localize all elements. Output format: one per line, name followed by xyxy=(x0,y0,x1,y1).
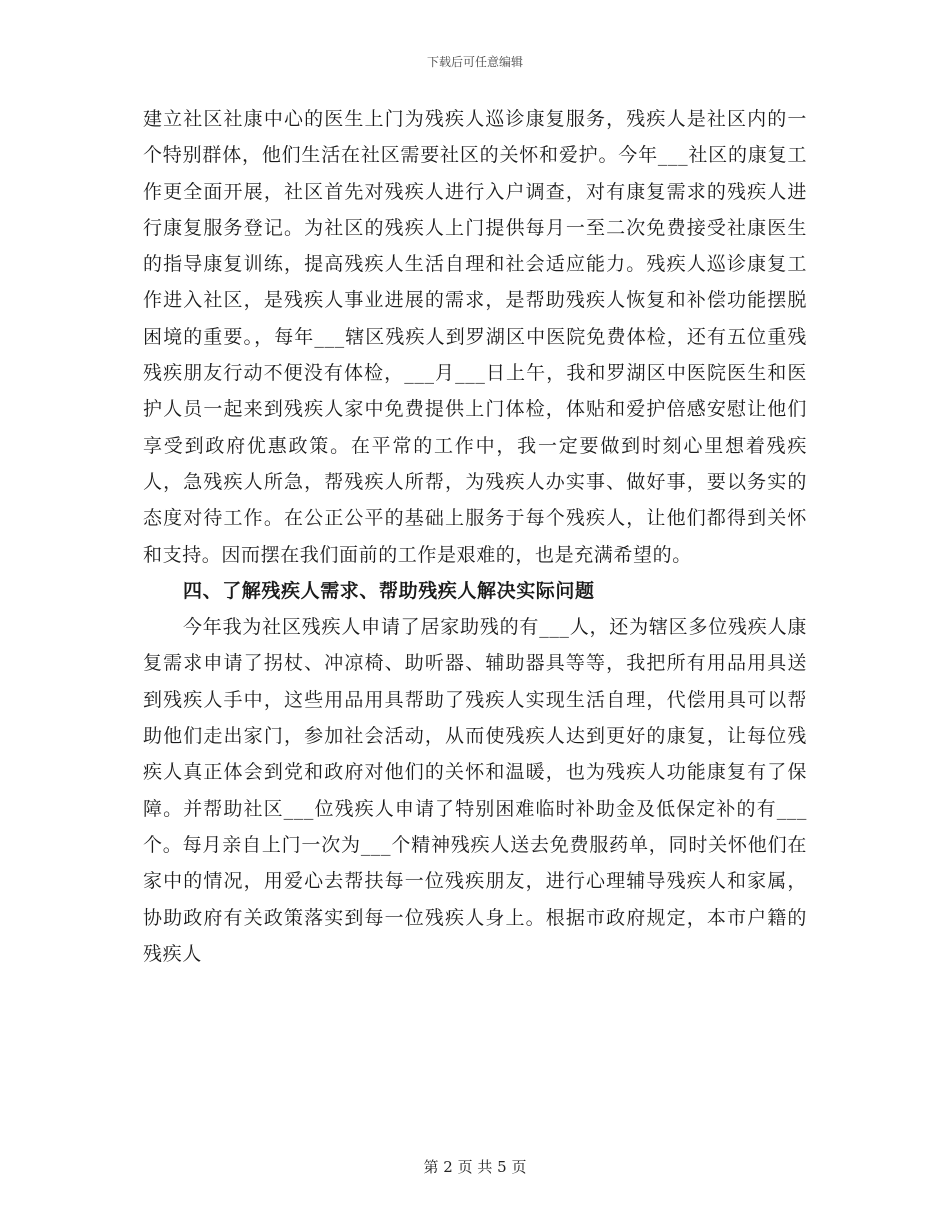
body-paragraph-2: 今年我为社区残疾人申请了居家助残的有___人，还为辖区多位残疾人康复需求申请了拐杖、冲凉椅、助听器、辅助器具等等，我把所有用品用具送到残疾人手中，这些用品用具帮助了残疾人实现生活自理，代偿用具可以帮助他们走出家门，参加社会活动，从而使残疾人达到更好的康复，让每位残疾人真正体会到党和政府对他们的关怀和温暖，也为残疾人功能康复有了保障。并帮助社区___位残疾人申请了特别困难临时补助金及低保定补的有___个。每月亲自上门一次为___个精神残疾人送去免费服药单，同时关怀他们在家中的情况，用爱心去帮扶每一位残疾朋友，进行心理辅导残疾人和家属，协助政府有关政策落实到每一位残疾人身上。根据市政府规定，本市户籍的残疾人 xyxy=(143,616,807,965)
page-header: 下载后可任意编辑 xyxy=(426,55,523,69)
section-heading-4: 四、了解残疾人需求、帮助残疾人解决实际问题 xyxy=(183,579,595,602)
page-number-footer: 第 2 页 共 5 页 xyxy=(423,1158,527,1176)
document-body xyxy=(143,101,807,972)
body-paragraph-1: 建立社区社康中心的医生上门为残疾人巡诊康复服务，残疾人是社区内的一个特别群体，他们生活在社区需要社区的关怀和爱护。今年___社区的康复工作更全面开展，社区首先对残疾人进行入户调查，对有康复需求的残疾人进行康复服务登记。为社区的残疾人上门提供每月一至二次免费接受社康医生的指导康复训练，提高残疾人生活自理和社会适应能力。残疾人巡诊康复工作进入社区，是残疾人事业进展的需求，是帮助残疾人恢复和补偿功能摆脱困境的重要。，每年___辖区残疾人到罗湖区中医院免费体检，还有五位重残残疾朋友行动不便没有体检，___月___日上午，我和罗湖区中医院医生和医护人员一起来到残疾人家中免费提供上门体检，体贴和爱护倍感安慰让他们享受到政府优惠政策。在平常的工作中，我一定要做到时刻心里想着残疾人，急残疾人所急，帮残疾人所帮，为残疾人办实事、做好事，要以务实的态度对待工作。在公正公平的基础上服务于每个残疾人，让他们都得到关怀和支持。因而摆在我们面前的工作是艰难的，也是充满希望的。 xyxy=(143,108,807,566)
